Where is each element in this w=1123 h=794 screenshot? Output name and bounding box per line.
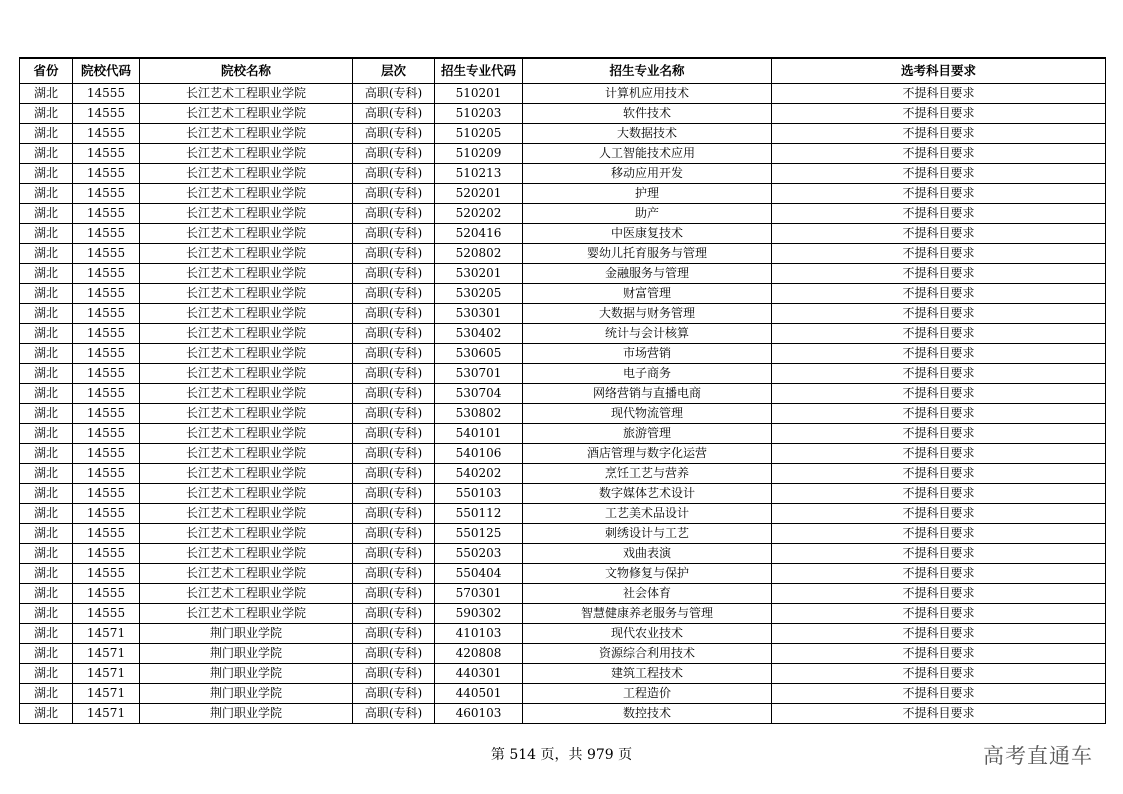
cell-subject-requirement: 不提科目要求 [772, 664, 1106, 684]
cell-major-name: 护理 [523, 184, 772, 204]
cell-major-code: 550103 [435, 484, 523, 504]
cell-major-code: 540106 [435, 444, 523, 464]
cell-level: 高职(专科) [353, 304, 435, 324]
cell-major-code: 510209 [435, 144, 523, 164]
table-row [20, 344, 1106, 364]
table-row [20, 144, 1106, 164]
table-row [20, 284, 1106, 304]
cell-major-code: 440501 [435, 684, 523, 704]
cell-school-name: 荆门职业学院 [140, 624, 353, 644]
cell-province: 湖北 [20, 164, 73, 184]
cell-major-name: 财富管理 [523, 284, 772, 304]
cell-school-code: 14555 [73, 504, 140, 524]
cell-province: 湖北 [20, 104, 73, 124]
cell-major-name: 统计与会计核算 [523, 324, 772, 344]
cell-school-name: 长江艺术工程职业学院 [140, 364, 353, 384]
cell-school-name: 长江艺术工程职业学院 [140, 524, 353, 544]
cell-level: 高职(专科) [353, 404, 435, 424]
cell-major-name: 戏曲表演 [523, 544, 772, 564]
cell-subject-requirement: 不提科目要求 [772, 204, 1106, 224]
cell-major-code: 460103 [435, 704, 523, 724]
cell-school-name: 长江艺术工程职业学院 [140, 404, 353, 424]
page-number: 第 514 页，共 979 页 [490, 747, 633, 763]
cell-province: 湖北 [20, 544, 73, 564]
table-row [20, 164, 1106, 184]
cell-level: 高职(专科) [353, 244, 435, 264]
cell-province: 湖北 [20, 424, 73, 444]
cell-major-code: 530205 [435, 284, 523, 304]
cell-level: 高职(专科) [353, 584, 435, 604]
cell-subject-requirement: 不提科目要求 [772, 284, 1106, 304]
cell-school-name: 长江艺术工程职业学院 [140, 224, 353, 244]
cell-province: 湖北 [20, 144, 73, 164]
cell-major-name: 文物修复与保护 [523, 564, 772, 584]
cell-major-name: 智慧健康养老服务与管理 [523, 604, 772, 624]
cell-level: 高职(专科) [353, 664, 435, 684]
table-row [20, 704, 1106, 724]
cell-school-code: 14571 [73, 664, 140, 684]
table-row [20, 264, 1106, 284]
cell-major-code: 530402 [435, 324, 523, 344]
cell-level: 高职(专科) [353, 604, 435, 624]
cell-province: 湖北 [20, 284, 73, 304]
cell-school-name: 长江艺术工程职业学院 [140, 584, 353, 604]
cell-level: 高职(专科) [353, 424, 435, 444]
cell-school-name: 长江艺术工程职业学院 [140, 184, 353, 204]
cell-major-name: 烹饪工艺与营养 [523, 464, 772, 484]
cell-level: 高职(专科) [353, 344, 435, 364]
cell-major-name: 人工智能技术应用 [523, 144, 772, 164]
cell-school-code: 14555 [73, 324, 140, 344]
cell-school-code: 14571 [73, 624, 140, 644]
cell-school-code: 14555 [73, 244, 140, 264]
cell-subject-requirement: 不提科目要求 [772, 484, 1106, 504]
table-row [20, 204, 1106, 224]
cell-school-code: 14555 [73, 224, 140, 244]
cell-province: 湖北 [20, 84, 73, 104]
cell-level: 高职(专科) [353, 284, 435, 304]
cell-subject-requirement: 不提科目要求 [772, 184, 1106, 204]
cell-major-code: 550203 [435, 544, 523, 564]
table-row [20, 384, 1106, 404]
table-row [20, 404, 1106, 424]
table-row [20, 184, 1106, 204]
cell-subject-requirement: 不提科目要求 [772, 564, 1106, 584]
cell-major-name: 市场营销 [523, 344, 772, 364]
cell-province: 湖北 [20, 444, 73, 464]
cell-subject-requirement: 不提科目要求 [772, 344, 1106, 364]
cell-level: 高职(专科) [353, 364, 435, 384]
cell-major-name: 社会体育 [523, 584, 772, 604]
table-row [20, 544, 1106, 564]
cell-school-code: 14555 [73, 304, 140, 324]
cell-school-name: 长江艺术工程职业学院 [140, 264, 353, 284]
cell-major-name: 数控技术 [523, 704, 772, 724]
cell-school-name: 长江艺术工程职业学院 [140, 384, 353, 404]
table-row [20, 364, 1106, 384]
cell-subject-requirement: 不提科目要求 [772, 524, 1106, 544]
cell-school-name: 长江艺术工程职业学院 [140, 424, 353, 444]
cell-major-code: 530704 [435, 384, 523, 404]
cell-school-code: 14555 [73, 144, 140, 164]
cell-subject-requirement: 不提科目要求 [772, 464, 1106, 484]
cell-school-code: 14555 [73, 264, 140, 284]
cell-subject-requirement: 不提科目要求 [772, 84, 1106, 104]
cell-province: 湖北 [20, 564, 73, 584]
cell-school-name: 荆门职业学院 [140, 664, 353, 684]
cell-school-name: 长江艺术工程职业学院 [140, 124, 353, 144]
cell-province: 湖北 [20, 244, 73, 264]
cell-school-code: 14555 [73, 444, 140, 464]
cell-province: 湖北 [20, 304, 73, 324]
cell-major-name: 网络营销与直播电商 [523, 384, 772, 404]
cell-province: 湖北 [20, 464, 73, 484]
cell-major-code: 510201 [435, 84, 523, 104]
cell-level: 高职(专科) [353, 264, 435, 284]
cell-province: 湖北 [20, 324, 73, 344]
table-row [20, 684, 1106, 704]
cell-major-code: 540101 [435, 424, 523, 444]
table-row [20, 84, 1106, 104]
cell-major-name: 工艺美术品设计 [523, 504, 772, 524]
watermark-logo: 高考直通车 [983, 744, 1093, 768]
cell-school-name: 长江艺术工程职业学院 [140, 104, 353, 124]
header-major-name: 招生专业名称 [523, 58, 772, 84]
cell-subject-requirement: 不提科目要求 [772, 584, 1106, 604]
cell-major-name: 工程造价 [523, 684, 772, 704]
header-school-name: 院校名称 [140, 58, 353, 84]
cell-major-code: 550125 [435, 524, 523, 544]
table-row [20, 104, 1106, 124]
cell-subject-requirement: 不提科目要求 [772, 364, 1106, 384]
header-province: 省份 [20, 58, 73, 84]
cell-major-code: 520201 [435, 184, 523, 204]
cell-subject-requirement: 不提科目要求 [772, 144, 1106, 164]
header-major-code: 招生专业代码 [435, 58, 523, 84]
cell-province: 湖北 [20, 644, 73, 664]
cell-school-name: 荆门职业学院 [140, 644, 353, 664]
cell-major-code: 530605 [435, 344, 523, 364]
cell-school-name: 长江艺术工程职业学院 [140, 344, 353, 364]
cell-school-name: 长江艺术工程职业学院 [140, 244, 353, 264]
cell-level: 高职(专科) [353, 144, 435, 164]
cell-major-name: 助产 [523, 204, 772, 224]
cell-major-name: 旅游管理 [523, 424, 772, 444]
cell-school-name: 长江艺术工程职业学院 [140, 304, 353, 324]
cell-school-name: 长江艺术工程职业学院 [140, 504, 353, 524]
cell-level: 高职(专科) [353, 504, 435, 524]
cell-school-code: 14555 [73, 384, 140, 404]
cell-school-code: 14555 [73, 124, 140, 144]
cell-major-name: 金融服务与管理 [523, 264, 772, 284]
cell-major-code: 530802 [435, 404, 523, 424]
cell-province: 湖北 [20, 224, 73, 244]
cell-major-name: 酒店管理与数字化运营 [523, 444, 772, 464]
cell-subject-requirement: 不提科目要求 [772, 224, 1106, 244]
cell-school-code: 14555 [73, 604, 140, 624]
cell-school-name: 长江艺术工程职业学院 [140, 324, 353, 344]
cell-major-code: 520416 [435, 224, 523, 244]
cell-subject-requirement: 不提科目要求 [772, 604, 1106, 624]
cell-province: 湖北 [20, 384, 73, 404]
cell-major-code: 420808 [435, 644, 523, 664]
cell-level: 高职(专科) [353, 484, 435, 504]
header-level: 层次 [353, 58, 435, 84]
cell-major-code: 520802 [435, 244, 523, 264]
cell-school-code: 14571 [73, 684, 140, 704]
cell-major-code: 530201 [435, 264, 523, 284]
cell-school-name: 长江艺术工程职业学院 [140, 284, 353, 304]
table-row [20, 624, 1106, 644]
cell-province: 湖北 [20, 604, 73, 624]
cell-subject-requirement: 不提科目要求 [772, 104, 1106, 124]
cell-level: 高职(专科) [353, 684, 435, 704]
cell-province: 湖北 [20, 664, 73, 684]
cell-major-name: 建筑工程技术 [523, 664, 772, 684]
cell-school-name: 长江艺术工程职业学院 [140, 564, 353, 584]
header-school-code: 院校代码 [73, 58, 140, 84]
cell-major-code: 550404 [435, 564, 523, 584]
cell-major-code: 510203 [435, 104, 523, 124]
cell-subject-requirement: 不提科目要求 [772, 504, 1106, 524]
cell-level: 高职(专科) [353, 444, 435, 464]
table-row [20, 564, 1106, 584]
cell-subject-requirement: 不提科目要求 [772, 304, 1106, 324]
cell-province: 湖北 [20, 404, 73, 424]
cell-school-code: 14555 [73, 564, 140, 584]
cell-level: 高职(专科) [353, 564, 435, 584]
table-row [20, 584, 1106, 604]
table-body [20, 84, 1106, 724]
cell-school-name: 长江艺术工程职业学院 [140, 84, 353, 104]
cell-school-name: 长江艺术工程职业学院 [140, 144, 353, 164]
cell-subject-requirement: 不提科目要求 [772, 124, 1106, 144]
table-row [20, 304, 1106, 324]
cell-province: 湖北 [20, 504, 73, 524]
cell-level: 高职(专科) [353, 324, 435, 344]
cell-level: 高职(专科) [353, 104, 435, 124]
cell-school-name: 长江艺术工程职业学院 [140, 484, 353, 504]
table-row [20, 124, 1106, 144]
cell-subject-requirement: 不提科目要求 [772, 384, 1106, 404]
cell-school-code: 14555 [73, 404, 140, 424]
cell-subject-requirement: 不提科目要求 [772, 264, 1106, 284]
cell-major-name: 移动应用开发 [523, 164, 772, 184]
cell-province: 湖北 [20, 584, 73, 604]
cell-school-name: 荆门职业学院 [140, 684, 353, 704]
cell-subject-requirement: 不提科目要求 [772, 164, 1106, 184]
cell-major-code: 510205 [435, 124, 523, 144]
cell-major-code: 440301 [435, 664, 523, 684]
cell-subject-requirement: 不提科目要求 [772, 624, 1106, 644]
cell-province: 湖北 [20, 484, 73, 504]
cell-level: 高职(专科) [353, 644, 435, 664]
cell-subject-requirement: 不提科目要求 [772, 404, 1106, 424]
cell-major-code: 510213 [435, 164, 523, 184]
cell-level: 高职(专科) [353, 124, 435, 144]
table-row [20, 484, 1106, 504]
cell-province: 湖北 [20, 204, 73, 224]
cell-subject-requirement: 不提科目要求 [772, 544, 1106, 564]
cell-school-name: 长江艺术工程职业学院 [140, 604, 353, 624]
cell-major-name: 中医康复技术 [523, 224, 772, 244]
cell-province: 湖北 [20, 704, 73, 724]
cell-school-code: 14555 [73, 484, 140, 504]
cell-level: 高职(专科) [353, 544, 435, 564]
cell-major-name: 大数据技术 [523, 124, 772, 144]
table-header-row [20, 58, 1106, 84]
cell-major-name: 电子商务 [523, 364, 772, 384]
cell-major-code: 530701 [435, 364, 523, 384]
cell-major-code: 550112 [435, 504, 523, 524]
cell-province: 湖北 [20, 524, 73, 544]
cell-province: 湖北 [20, 124, 73, 144]
cell-subject-requirement: 不提科目要求 [772, 324, 1106, 344]
cell-major-name: 计算机应用技术 [523, 84, 772, 104]
cell-level: 高职(专科) [353, 384, 435, 404]
cell-school-code: 14555 [73, 184, 140, 204]
cell-subject-requirement: 不提科目要求 [772, 704, 1106, 724]
cell-major-name: 现代物流管理 [523, 404, 772, 424]
cell-school-code: 14571 [73, 704, 140, 724]
table-row [20, 224, 1106, 244]
table-row [20, 464, 1106, 484]
cell-school-name: 长江艺术工程职业学院 [140, 204, 353, 224]
cell-major-name: 现代农业技术 [523, 624, 772, 644]
cell-level: 高职(专科) [353, 464, 435, 484]
table-row [20, 244, 1106, 264]
cell-school-code: 14555 [73, 584, 140, 604]
cell-subject-requirement: 不提科目要求 [772, 244, 1106, 264]
cell-major-name: 大数据与财务管理 [523, 304, 772, 324]
cell-major-name: 资源综合利用技术 [523, 644, 772, 664]
cell-school-code: 14555 [73, 364, 140, 384]
cell-subject-requirement: 不提科目要求 [772, 444, 1106, 464]
cell-major-code: 410103 [435, 624, 523, 644]
table-row [20, 444, 1106, 464]
cell-province: 湖北 [20, 344, 73, 364]
cell-major-name: 刺绣设计与工艺 [523, 524, 772, 544]
cell-school-code: 14555 [73, 84, 140, 104]
cell-school-name: 长江艺术工程职业学院 [140, 164, 353, 184]
admissions-table [19, 57, 1106, 724]
cell-school-name: 荆门职业学院 [140, 704, 353, 724]
table-row [20, 604, 1106, 624]
table-row [20, 664, 1106, 684]
cell-school-name: 长江艺术工程职业学院 [140, 544, 353, 564]
table-row [20, 524, 1106, 544]
cell-school-code: 14555 [73, 284, 140, 304]
cell-school-code: 14555 [73, 464, 140, 484]
cell-school-code: 14555 [73, 424, 140, 444]
cell-level: 高职(专科) [353, 624, 435, 644]
cell-major-code: 570301 [435, 584, 523, 604]
header-subject-requirement: 选考科目要求 [772, 58, 1106, 84]
cell-province: 湖北 [20, 624, 73, 644]
cell-level: 高职(专科) [353, 84, 435, 104]
cell-subject-requirement: 不提科目要求 [772, 684, 1106, 704]
cell-school-code: 14555 [73, 104, 140, 124]
cell-school-code: 14555 [73, 204, 140, 224]
cell-school-name: 长江艺术工程职业学院 [140, 444, 353, 464]
cell-major-name: 软件技术 [523, 104, 772, 124]
table-row [20, 424, 1106, 444]
cell-major-name: 婴幼儿托育服务与管理 [523, 244, 772, 264]
cell-school-code: 14555 [73, 524, 140, 544]
cell-school-code: 14555 [73, 344, 140, 364]
cell-level: 高职(专科) [353, 184, 435, 204]
table-row [20, 324, 1106, 344]
table-row [20, 644, 1106, 664]
cell-major-code: 540202 [435, 464, 523, 484]
cell-province: 湖北 [20, 264, 73, 284]
cell-level: 高职(专科) [353, 704, 435, 724]
cell-level: 高职(专科) [353, 524, 435, 544]
cell-level: 高职(专科) [353, 224, 435, 244]
cell-province: 湖北 [20, 364, 73, 384]
cell-school-code: 14555 [73, 164, 140, 184]
cell-province: 湖北 [20, 684, 73, 704]
cell-level: 高职(专科) [353, 164, 435, 184]
cell-subject-requirement: 不提科目要求 [772, 644, 1106, 664]
cell-major-code: 590302 [435, 604, 523, 624]
table-row [20, 504, 1106, 524]
cell-level: 高职(专科) [353, 204, 435, 224]
cell-major-name: 数字媒体艺术设计 [523, 484, 772, 504]
cell-school-name: 长江艺术工程职业学院 [140, 464, 353, 484]
cell-province: 湖北 [20, 184, 73, 204]
cell-subject-requirement: 不提科目要求 [772, 424, 1106, 444]
cell-major-code: 520202 [435, 204, 523, 224]
cell-major-code: 530301 [435, 304, 523, 324]
cell-school-code: 14555 [73, 544, 140, 564]
cell-school-code: 14571 [73, 644, 140, 664]
